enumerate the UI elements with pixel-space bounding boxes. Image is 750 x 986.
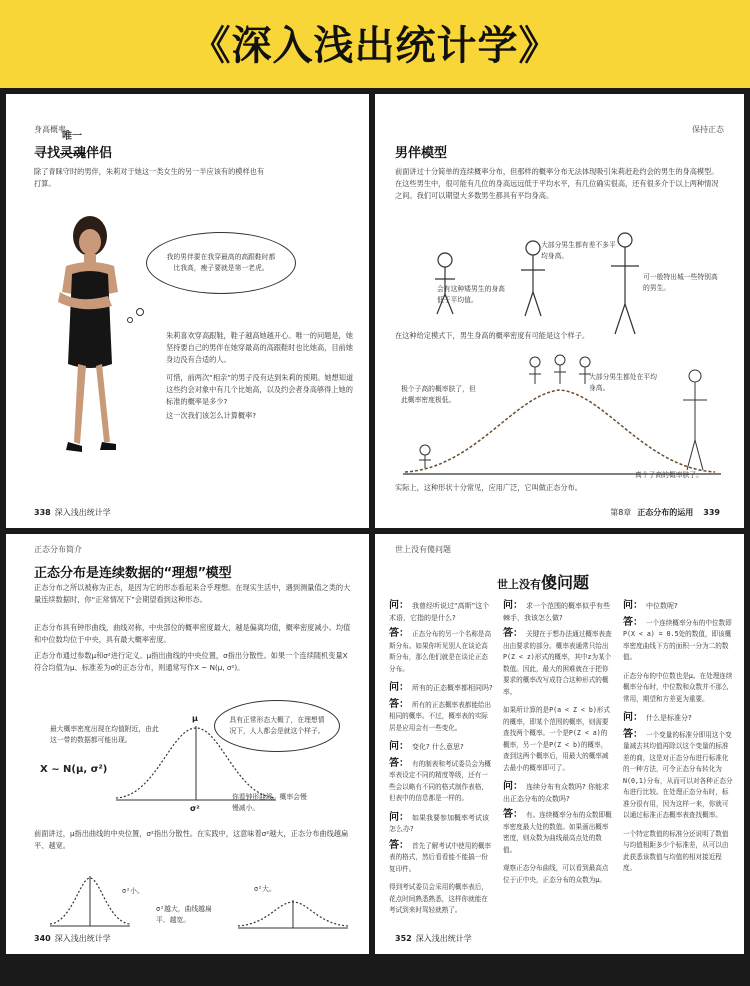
page-header: 正态分布简介: [34, 545, 82, 554]
q-label: 问：: [623, 600, 643, 611]
qa-column-3: [623, 600, 733, 882]
q-label: 问：: [503, 600, 523, 611]
footer-title: 正态分布的运用: [637, 508, 694, 517]
paragraph-1: 朱莉喜欢穿高跟鞋，鞋子越高她越开心。唯一的问题是，她坚持要自己的男伴在她穿最高的高跟鞋时也比她高，目前她身边没有合适的人。: [166, 331, 353, 364]
q-text: 求一个范围的概率似乎有些棘手，我该怎么做?: [503, 602, 610, 622]
formula-label: X ~ N(μ, σ²): [40, 764, 108, 775]
page-header: 世上没有傻问题: [395, 545, 451, 554]
heading-prefix: 世上没有: [497, 578, 541, 591]
page-heading: [497, 570, 589, 593]
q-text: 什么是标准分?: [646, 714, 692, 722]
footer-title: 深入浅出统计学: [54, 508, 111, 517]
paragraph-4: 前面讲过，μ指出曲线的中央位置，σ²指出分散性。在实践中，这意味着σ²越大，正态分布曲线越扁平、越宽。: [34, 829, 349, 850]
intro-text: 前面讲过十分简单的连续概率分布，但那样的概率分布无法体现吸引朱莉赶赴约会的男生的身高模型。在这些男生中，很可能有几位的身高远远低于平均水平，有几位确实很高，还有很多介于以上两种情况之间。我们可以期望大多数男生都具有平均身高。: [395, 167, 719, 200]
page-footer: [34, 933, 111, 944]
page-footer: [610, 507, 724, 518]
answer-5: [503, 628, 613, 698]
q-label: 问：: [389, 741, 409, 752]
answer-4: [389, 840, 493, 876]
q-text: 中位数呢?: [646, 602, 678, 610]
footer-title: 深入浅出统计学: [415, 934, 472, 943]
q-label: 问：: [623, 712, 643, 723]
question-3: [389, 741, 493, 754]
normal-curve-narrow: [50, 872, 130, 932]
paragraph-2: 正态分布具有钟形曲线，曲线对称，中央部位的概率密度最大，越是偏离均值，概率密度减小。均值和中位数均位于中央，具有最大概率密度。: [34, 623, 351, 644]
a-text: 所有的正态概率表都能给出相同的概率。不过，概率表的实际居是应用会有一些变化。: [389, 700, 492, 732]
page-338: [6, 94, 369, 528]
a-text: 有的制表和考试委员会为概率表设定不同的精度等级，还有一些会以略有不同的格式制作表格，但表中的信息都是一样的。: [389, 759, 492, 802]
woman-photo: [38, 214, 138, 464]
question-1: [389, 600, 493, 624]
a-text: 正态分布的另一个名称是高斯分布。如果你听见别人在谈论高斯分布，那么他们就是在谈论正态分布。: [389, 630, 492, 673]
normal-curve-main: [116, 718, 276, 808]
a-label: 答：: [389, 628, 409, 639]
note-tails: 你看钟形曲线，概率会慢慢减小。: [232, 793, 307, 812]
page-number: 338: [34, 508, 51, 517]
footer-title: 深入浅出统计学: [54, 934, 111, 943]
paragraph-2: 可惜，前两次“相亲”的男子没有达到朱莉的预期。她想知道这些约会对象中有几个比她高，以及约会者身高够得上她的标准的概率是多少?: [166, 373, 354, 406]
curve-note-mid: 大部分男生都处在平均身高。: [589, 373, 657, 392]
answer-7-extra: 正态分布的中位数也是μ。在处理连续概率分布时，中位数和众数并不那么常用，期望和方差更为重要。: [623, 671, 733, 703]
note-short-men: 会有这种矮男生的身高低于平均值。: [437, 285, 505, 304]
intro-text: 除了青睐守时的男伴，朱莉对于她这一类女生的另一半应该有的模样也有打算。: [34, 167, 265, 188]
a-text: 关键在于想办法通过概率表查出由要求的部分。概率表通常只给出P(Z < z)形式的概率，其中z为某个数值。因此，最大的困难就在于把你要求的概率改写成符合这种形式的概率。: [503, 630, 612, 696]
q-text: 连续分布有众数吗? 你能求出正态分布的众数吗?: [503, 783, 609, 803]
a-text: 一个变量的标准分即用这个变量减去其均值再除以这个变量的标准差的商，这是对正态分布进行标准化的一种方法，可令正态分布转化为N(0,1)分布，从而可以对各种正态分布进行比较。在处理正态分布时，标准分很有用，因为这样一来，你就可以通过标准正态概率表查找概率。: [623, 730, 733, 819]
q-text: 变化? 什么意思?: [412, 743, 464, 751]
a-label: 答：: [503, 628, 523, 639]
note-peak: 最大概率密度出现在均值附近，由此这一带的数据都可能出现。: [50, 725, 159, 744]
page-340: [6, 534, 369, 954]
q-text: 所有的正态概率都相同吗?: [412, 684, 493, 692]
qa-column-1: [389, 600, 493, 924]
paragraph-3: 这一次我们该怎么计算概率?: [166, 411, 257, 420]
heading-suffix: 伴侣: [86, 146, 113, 161]
heading-big: 傻问题: [541, 573, 590, 592]
q-text: 我曾经听说过“高斯”这个术语，它指的是什么?: [389, 602, 490, 622]
speech-bubble: 具有正常形态大概了，在理想情况下，人人都会是就这个样子。: [214, 700, 340, 752]
answer-8: [623, 729, 733, 822]
answer-1: [389, 628, 493, 675]
a-text: 首先了解考试中使用的概率表的格式，然后看看能不能搞一份复印件。: [389, 841, 492, 873]
question-6: [503, 781, 613, 805]
a-label: 答：: [503, 809, 523, 820]
answer-6-extra: 观察正态分布曲线，可以看到最高点位于正中央，正态分布的众数为μ。: [503, 864, 609, 884]
page-352: [375, 534, 744, 954]
answer-4-extra: 得到考试委员会采用的概率表后，花点时间熟悉熟悉，这样你就能在考试到来时驾轻就熟了。: [389, 883, 488, 914]
q-label: 问：: [389, 811, 409, 823]
page-header: 身高概率: [34, 125, 66, 134]
curve-note-right: 真个子高的概率肤了。: [635, 471, 703, 479]
note-flat: σ²越大，曲线越扁平、越宽。: [156, 905, 212, 924]
banner-title: 《深入浅出统计学》: [190, 23, 560, 69]
a-label: 答：: [389, 839, 409, 851]
mu-label: μ: [192, 714, 198, 723]
page-number: 339: [703, 508, 720, 517]
note-average-men: 大部分男生都有差不多平均身高。: [541, 241, 616, 260]
answer-8-extra: 一个特定数值的标准分还说明了数值与均值相距多少个标准差，从可以由此获悉该数值与均值的相对接近程度。: [623, 829, 729, 872]
page-footer: [34, 507, 111, 518]
page-number: 340: [34, 934, 51, 943]
answer-6: [503, 809, 613, 856]
height-density-curve: [395, 350, 725, 480]
heading-prefix: 寻找: [34, 146, 61, 161]
answer-5-extra: 如果所计算的是P(a < Z < b)形式的概率，即某个范围的概率，则需要查找两个概率。一个是P(Z < a)的概率，另一个是P(Z < b)的概率，查到这两个概率后，用最大的概率减去最小的概率即可了。: [503, 706, 610, 772]
note-sigma-small: σ²小。: [122, 887, 144, 895]
question-7: [623, 600, 733, 613]
answer-7: [623, 617, 733, 664]
footer-chapter: 第8章: [610, 508, 632, 517]
a-label: 答：: [623, 728, 643, 740]
note-tall-men: 可一般特出城一些特别高的男生。: [643, 273, 718, 292]
a-label: 答：: [389, 698, 409, 710]
heading-struck: 灵魂: [60, 146, 87, 161]
page-footer: [395, 933, 472, 944]
page-header: 保持正态: [692, 125, 724, 134]
q-label: 问：: [503, 781, 523, 792]
question-2: [389, 682, 493, 695]
answer-3: [389, 758, 493, 805]
title-banner: [0, 0, 750, 88]
page-heading: 正态分布是连续数据的“理想”模型: [34, 566, 232, 581]
mid-text: 在这种给定模式下，男生身高的概率密度有可能是这个样子。: [395, 331, 590, 340]
sigma-label: σ²: [190, 804, 200, 813]
paragraph-1: 正态分布之所以被称为正态，是因为它的形态看起来合乎理想。在现实生活中，遇到测量值之类的大量连续数据时，你“正常情况下”会期望看到这种形态。: [34, 583, 351, 604]
a-label: 答：: [389, 757, 409, 769]
heading-insert: 唯一: [62, 131, 82, 142]
note-sigma-large: σ²大。: [254, 885, 276, 893]
question-5: [503, 600, 613, 624]
curve-note-left: 极个子高的概率肤了，但此概率密度极低。: [401, 385, 476, 404]
page-number: 352: [395, 934, 412, 943]
answer-2: [389, 699, 493, 735]
a-text: 有。连续概率分布的众数即概率密度最大处的数值。如果画出概率密度，则众数为曲线最高点处的数值。: [503, 811, 612, 854]
paragraph-3: 正态分布通过参数μ和σ²进行定义。μ指出曲线的中央位置，σ指出分散性。如果一个连续随机变量X符合均值为μ、标准差为σ的正态分布，则通常写作X ~ N(μ, σ²)。: [34, 651, 348, 672]
thought-bubble: 我的男伴要在我穿最高的高跟鞋时都比我高，瘦子要就是第一老虎。: [146, 232, 296, 294]
question-4: [389, 812, 493, 836]
page-heading: [34, 142, 112, 161]
page-339: [375, 94, 744, 528]
qa-column-2: [503, 600, 613, 893]
normal-curve-wide: [238, 896, 348, 932]
q-label: 问：: [389, 600, 409, 611]
a-text: 一个连续概率分布的中位数即P(X < a) = 0.5处的数值，即该概率密度曲线下方的面积一分为二的数值。: [623, 618, 732, 661]
q-label: 问：: [389, 682, 409, 693]
question-8: [623, 712, 733, 725]
page-heading: 男伴模型: [395, 146, 448, 161]
bottom-text: 实际上，这种形状十分常见，应用广泛，它叫做正态分布。: [395, 483, 582, 492]
q-text: 如果我要参加概率考试该怎么办?: [389, 813, 489, 833]
thought-dots: [126, 294, 166, 324]
a-label: 答：: [623, 616, 643, 628]
